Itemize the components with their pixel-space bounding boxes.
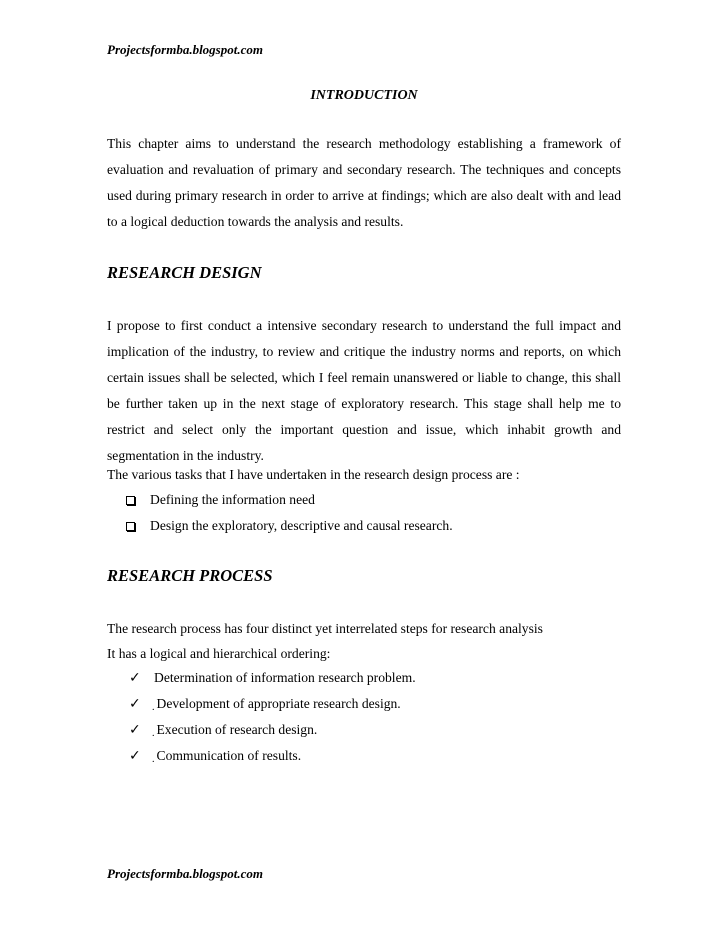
step-mark: . (152, 728, 155, 739)
checkmark-icon: ✓ (129, 722, 141, 738)
list-item (129, 717, 416, 743)
research-process-heading: RESEARCH PROCESS (107, 566, 273, 585)
steps-list (129, 665, 416, 769)
list-item (129, 665, 416, 691)
design-line: implication of the industry, to review and critique the industry norms and reports, on (107, 344, 584, 359)
research-design-heading: RESEARCH DESIGN (107, 263, 262, 282)
process-line-2: It has a logical and hierarchical ordering: (107, 646, 331, 661)
intro-line: concepts used during primary research in order to arrive at findings; which are also dealt (107, 162, 621, 203)
title-text: INTRODUCTION (310, 88, 418, 103)
list-item (129, 691, 416, 717)
task-text: Design the exploratory, descriptive and causal research. (150, 518, 453, 533)
tasks-intro: The various tasks that I have undertaken in the research design process are : (107, 467, 520, 482)
page-header: Projectsformba.blogspot.com (107, 42, 263, 57)
page-footer: Projectsformba.blogspot.com (107, 866, 263, 881)
checkmark-icon: ✓ (129, 670, 141, 686)
design-line: change, this shall be further taken up in the next stage of exploratory research. This stage (107, 370, 621, 411)
process-line-1: The research process has four distinct yet interrelated steps for research analysis (107, 621, 543, 636)
step-text: Execution of research design. (156, 722, 318, 737)
checkmark-icon: ✓ (129, 748, 141, 764)
design-line: which certain issues shall be selected, which I feel remain unanswered or liable to (107, 344, 621, 385)
step-mark: . (152, 754, 155, 765)
checkmark-icon: ✓ (129, 696, 141, 712)
square-bullet-icon (126, 522, 135, 531)
design-line: shall help me to restrict and select only the important question and issue, which inhabit (107, 396, 621, 437)
step-text: Development of appropriate research design. (156, 696, 401, 711)
square-bullet-icon (126, 496, 135, 505)
intro-line: with and lead to a logical deduction towards the analysis and results. (107, 188, 622, 229)
intro-line: This chapter aims to understand the research methodology establishing a framework of (107, 136, 621, 151)
tasks-list (124, 487, 453, 539)
list-item (124, 513, 453, 539)
list-item (124, 487, 453, 513)
intro-paragraph (107, 131, 621, 235)
list-item (129, 743, 416, 769)
intro-line: evaluation and revaluation of primary and secondary research. The techniques and (107, 162, 569, 177)
design-line: growth and segmentation in the industry. (107, 422, 621, 463)
design-line: I propose to first conduct a intensive secondary research to understand the full impact and (107, 318, 621, 333)
task-text: Defining the information need (150, 492, 315, 507)
step-mark: . (152, 702, 155, 713)
research-design-paragraph (107, 313, 621, 469)
page-title (0, 88, 728, 104)
step-text: Communication of results. (156, 748, 302, 763)
step-text: Determination of information research problem. (154, 670, 416, 685)
